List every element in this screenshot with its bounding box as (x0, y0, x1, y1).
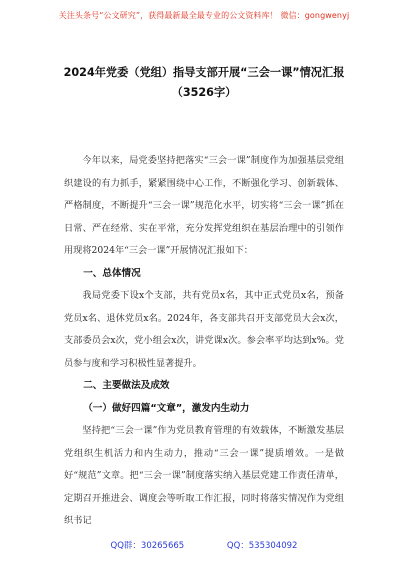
contact-footer (0, 539, 408, 551)
intro-paragraph: 今年以来，局党委坚持把落实“三会一课”制度作为加强基层党组织建设的有力抓手，紧紧围绕中心工作，不断强化学习、创新载体、严格制度，不断提升“三会一课”规范化水平，切实将“三会一课”抓在日常、严在经常、实在平常，充分发挥党组织在基层治理中的引领作用现将2024年“三会一课”开展情况汇报如下： (64, 155, 344, 256)
section-heading-practices: 二、主要做法及成效 (83, 380, 170, 391)
document-title (0, 63, 408, 103)
subsection-heading-four-articles: （一）做好四篇“文章”，激发内生动力 (83, 402, 250, 414)
qq-number: QQ：535304092 (226, 541, 298, 551)
qq-group-number: QQ群：30265665 (110, 541, 185, 551)
practices-paragraph: 坚持把“三会一课”作为党员教育管理的有效载体，不断激发基层党组织生机活力和内生动力，推动“三会一课”提质增效。一是做好“规范”文章。把“三会一课”制度落实纳入基层党建工作责任清单，定期召开推进会、调度会等听取工作汇报，同时将落实情况作为党组织书记 (64, 425, 344, 526)
promo-banner: 关注头条号“公文研究”，获得最新最全最专业的公文资料库！ 微信：gongwenyj (58, 11, 350, 20)
overview-paragraph: 我局党委下设x个支部，共有党员x名，其中正式党员x名，预备党员x名、退休党员x名。2024年，各支部共召开支部党员大会x次，支部委员会x次，党小组会x次，讲党课x次。参会率平均达到x%。党员参与度和学习积极性显著提升。 (64, 290, 344, 369)
title-word-count: （3526字） (171, 86, 237, 99)
title-main: 2024年党委（党组）指导支部开展“三会一课”情况汇报 (63, 66, 345, 79)
section-heading-overview: 一、总体情况 (83, 267, 141, 279)
document-body (64, 150, 344, 533)
